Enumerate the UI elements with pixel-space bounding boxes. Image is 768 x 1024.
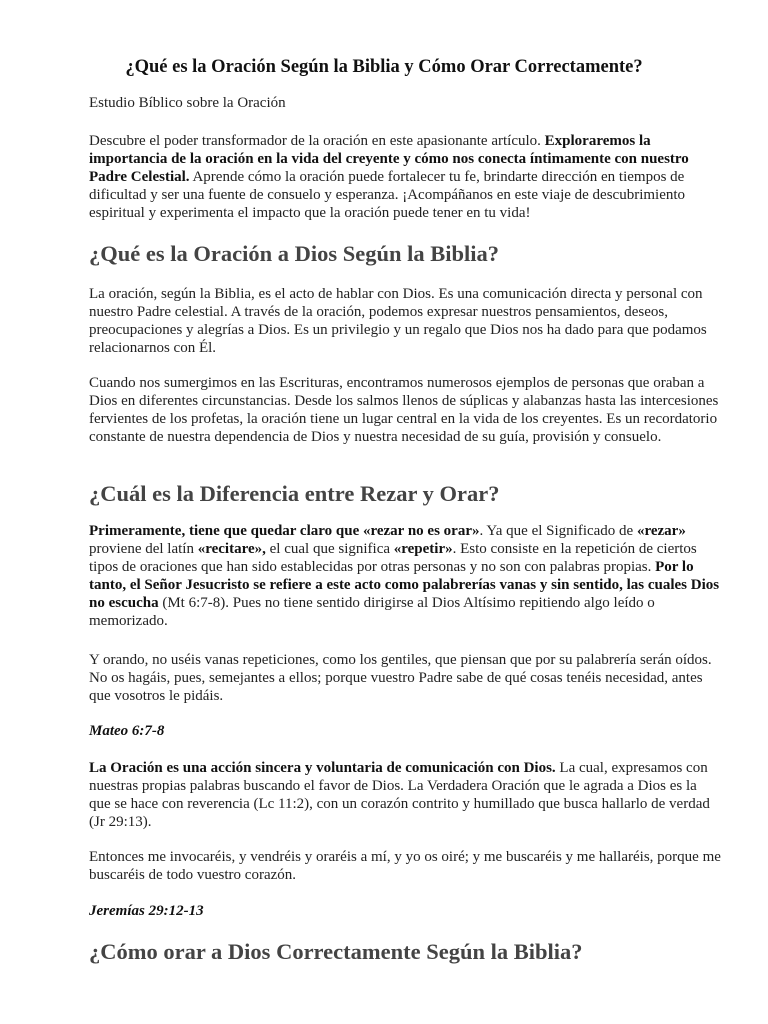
bold-text: La Oración es una acción sincera y voluntaria de comunicación con Dios. bbox=[89, 760, 556, 776]
bold-text: «recitare», bbox=[197, 541, 266, 557]
text: La cual, expresamos con nuestras propias palabras buscando el favor de Dios. La Verdadera Oración que le agrada a Dios es la que se hace con reverencia (Lc 11:2), con un corazón contrito y humillado que busca hallarlo de verdad (Jr 29:13). bbox=[89, 760, 710, 830]
paragraph bbox=[89, 522, 721, 630]
text: . Ya que el Significado de bbox=[479, 523, 637, 539]
bible-reference: Jeremías 29:12-13 bbox=[89, 903, 204, 919]
intro-text: Aprende cómo la oración puede fortalecer tu fe, brindarte dirección en tiempos de dificultad y ser una fuente de consuelo y esperanza. ¡Acompáñanos en este viaje de descubrimiento espiritual y experimenta el impacto que la oración puede tener en tu vida! bbox=[89, 169, 686, 221]
bold-text: Por lo tanto, el Señor Jesucristo se refiere a este acto como palabrerías vanas y sin sentido, las cuales Dios no escucha bbox=[89, 559, 720, 611]
intro-paragraph bbox=[89, 132, 721, 222]
intro-bold-text: Exploraremos la importancia de la oración en la vida del creyente y cómo nos conecta íntimamente con nuestro Padre Celestial. bbox=[89, 133, 689, 185]
text: (Mt 6:7-8). Pues no tiene sentido dirigirse al Dios Altísimo repitiendo algo leído o memorizado. bbox=[89, 595, 655, 629]
subtitle: Estudio Bíblico sobre la Oración bbox=[89, 95, 286, 111]
section-heading: ¿Cuál es la Diferencia entre Rezar y Orar? bbox=[89, 481, 500, 506]
bible-quote: Y orando, no uséis vanas repeticiones, como los gentiles, que piensan que por su palabrería serán oídos. No os hagáis, pues, semejantes a ellos; porque vuestro Padre sabe de qué cosas tenéis necesidad, antes que vosotros le pidáis. bbox=[89, 652, 712, 704]
section-heading: ¿Cómo orar a Dios Correctamente Según la Biblia? bbox=[89, 939, 583, 964]
text: el cual que significa bbox=[265, 541, 394, 557]
text: proviene del latín bbox=[89, 541, 198, 557]
intro-text: Descubre el poder transformador de la oración en este apasionante artículo. bbox=[89, 133, 545, 149]
paragraph: Cuando nos sumergimos en las Escrituras, encontramos numerosos ejemplos de personas que oraban a Dios en diferentes circunstancias. Desde los salmos llenos de súplicas y alabanzas hasta las intercesiones fervientes de los profetas, la oración tiene un lugar central en la vida de los creyentes. Es un recordatorio constante de nuestra dependencia de Dios y nuestra necesidad de su guía, provisión y consuelo. bbox=[89, 375, 719, 445]
text: . Esto consiste en la repetición de ciertos tipos de oraciones que han sido establecidas por otras personas y no son con palabras propias. bbox=[89, 541, 697, 575]
paragraph: La oración, según la Biblia, es el acto de hablar con Dios. Es una comunicación directa y personal con nuestro Padre celestial. A través de la oración, podemos expresar nuestros pensamientos, deseos, preocupaciones y alegrías a Dios. Es un privilegio y un regalo que Dios nos ha dado para que podamos relacionarnos con Él. bbox=[89, 286, 707, 356]
bold-text: «repetir» bbox=[393, 541, 453, 557]
bible-reference: Mateo 6:7-8 bbox=[89, 723, 165, 739]
section-heading: ¿Qué es la Oración a Dios Según la Biblia? bbox=[89, 241, 500, 266]
bold-text: Primeramente, tiene que quedar claro que «rezar no es orar» bbox=[89, 523, 480, 539]
document-title: ¿Qué es la Oración Según la Biblia y Cómo Orar Correctamente? bbox=[125, 57, 643, 77]
bold-text: «rezar» bbox=[636, 523, 686, 539]
paragraph bbox=[89, 759, 721, 831]
bible-quote: Entonces me invocaréis, y vendréis y oraréis a mí, y yo os oiré; y me buscaréis y me hallaréis, porque me buscaréis de todo vuestro corazón. bbox=[89, 849, 721, 883]
